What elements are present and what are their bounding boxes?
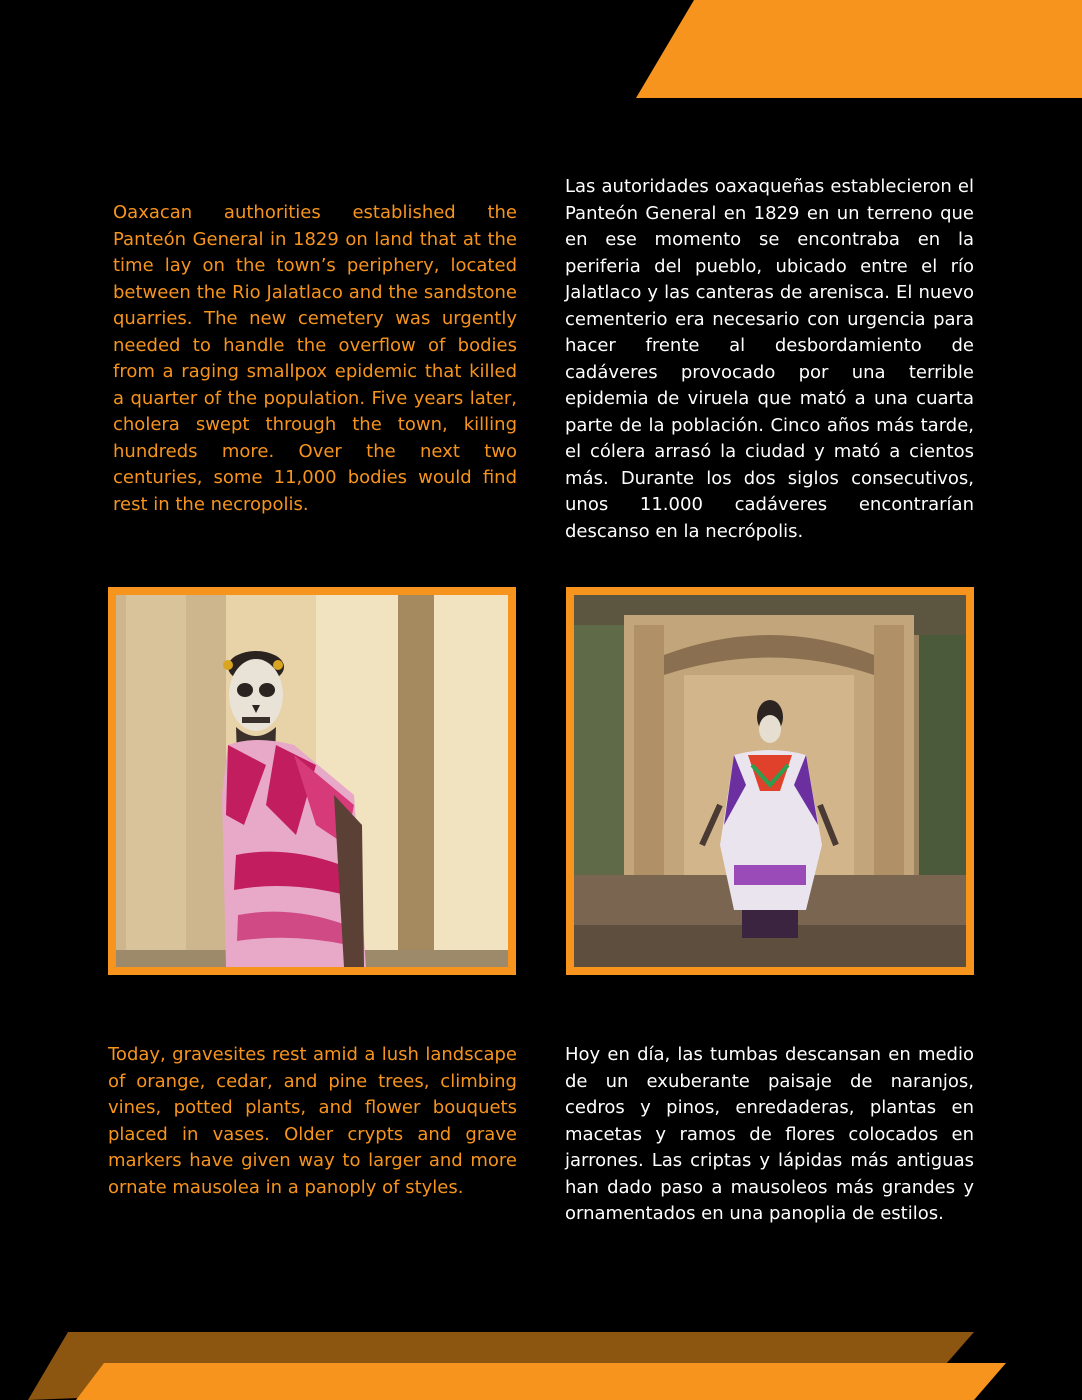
spanish-paragraph-history: Las autoridades oaxaqueñas establecieron el Panteón General en 1829 en un terreno que en ese momento se encontraba en la periferia del pueblo, ubicado entre el río Jalatlaco y las canteras de arenisca. El nuevo cementerio era necesario con urgencia para hacer frente al desbordamiento de cadáveres provocado por una terrible epidemia de viruela que mató a una cuarta parte de la población. Cinco años más tarde, el cólera arrasó la ciudad y mató a cientos más. Durante los dos siglos consecutivos, unos 11.000 cadáveres encontrarían descanso en la necrópolis. <box>565 176 974 542</box>
photo-1-illustration <box>116 595 508 967</box>
photo-skull-makeup-woman-ruins <box>566 587 974 975</box>
english-paragraph-landscape: Today, gravesites rest amid a lush landscape of orange, cedar, and pine trees, climbing vines, potted plants, and flower bouquets placed in vases. Older crypts and grave markers have given way to larger and more ornate mausolea in a panoply of styles. <box>108 1044 517 1198</box>
bottom-accent-shape-light <box>76 1363 1006 1400</box>
photo-skull-makeup-woman-doorway <box>108 587 516 975</box>
top-accent-shape <box>636 0 1082 98</box>
english-paragraph-history: Oaxacan authorities established the Panteón General in 1829 on land that at the time lay on the town’s periphery, located between the Rio Jalatlaco and the sandstone quarries. The new cemetery was urgently needed to handle the overflow of bodies from a raging smallpox epidemic that killed a quarter of the population. Five years later, cholera swept through the town, killing hundreds more. Over the next two centuries, some 11,000 bodies would find rest in the necropolis. <box>113 202 517 515</box>
photo-2-illustration <box>574 595 966 967</box>
spanish-paragraph-landscape: Hoy en día, las tumbas descansan en medio de un exuberante paisaje de naranjos, cedros y pinos, enredaderas, plantas en macetas y ramos de flores colocados en jarrones. Las criptas y lápidas más antiguas han dado paso a mausoleos más grandes y ornamentados en una panoplia de estilos. <box>565 1044 974 1224</box>
